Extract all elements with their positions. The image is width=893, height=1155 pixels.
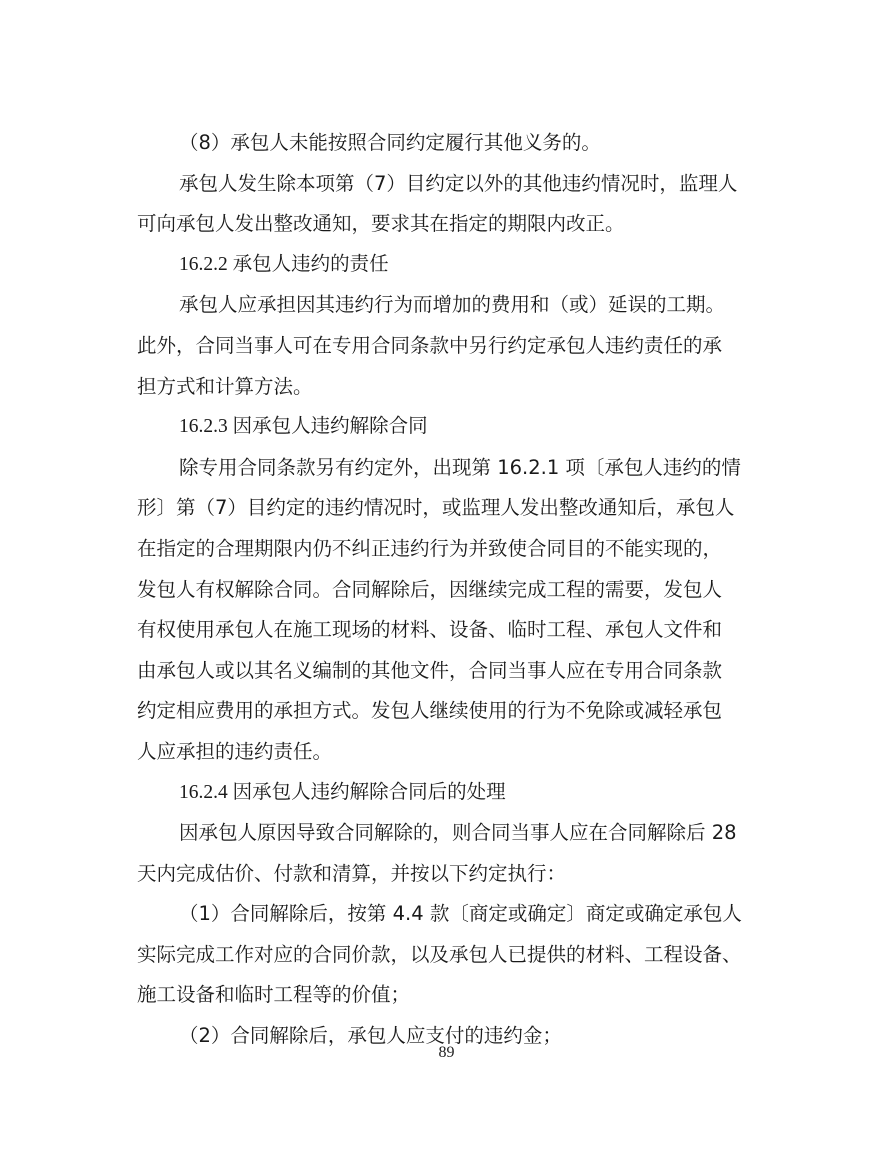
- text-line: 担方式和计算方法。: [137, 374, 313, 398]
- text-line: 有权使用承包人在施工现场的材料、设备、临时工程、承包人文件和: [137, 618, 723, 642]
- text-line: 形〕第（7）目约定的违约情况时，或监理人发出整改通知后，承包人: [137, 496, 735, 520]
- text-line: 承包人应承担因其违约行为而增加的费用和（或）延误的工期。: [179, 293, 726, 317]
- text-line: 在指定的合理期限内仍不纠正违约行为并致使合同目的不能实现的，: [137, 536, 723, 560]
- text-line: 实际完成工作对应的合同价款，以及承包人已提供的材料、工程设备、: [137, 942, 742, 966]
- section-heading-16-2-3: 16.2.3 因承包人违约解除合同: [179, 416, 428, 438]
- text-line: 人应承担的违约责任。: [137, 739, 333, 763]
- text-line: 发包人有权解除合同。合同解除后，因继续完成工程的需要，发包人: [137, 577, 723, 601]
- text-line: （1）合同解除后，按第 4.4 款〔商定或确定〕商定或确定承包人: [179, 902, 742, 926]
- section-heading-16-2-2: 16.2.2 承包人违约的责任: [179, 253, 389, 275]
- text-line: 承包人发生除本项第（7）目约定以外的其他违约情况时，监理人: [179, 171, 738, 195]
- text-line: （8）承包人未能按照合同约定履行其他义务的。: [179, 131, 601, 154]
- text-line: 天内完成估价、付款和清算，并按以下约定执行：: [137, 861, 567, 885]
- text-line: （2）合同解除后，承包人应支付的违约金；: [179, 1024, 562, 1048]
- text-line: 可向承包人发出整改通知，要求其在指定的期限内改正。: [137, 212, 625, 236]
- page-number: 89: [438, 1044, 455, 1061]
- text-line: 此外，合同当事人可在专用合同条款中另行约定承包人违约责任的承: [137, 333, 723, 357]
- text-line: 由承包人或以其名义编制的其他文件，合同当事人应在专用合同条款: [137, 658, 723, 682]
- text-line: 约定相应费用的承担方式。发包人继续使用的行为不免除或减轻承包: [137, 699, 723, 723]
- section-heading-16-2-4: 16.2.4 因承包人违约解除合同后的处理: [179, 781, 506, 803]
- text-line: 除专用合同条款另有约定外，出现第 16.2.1 项〔承包人违约的情: [179, 455, 741, 479]
- text-line: 施工设备和临时工程等的价值；: [137, 983, 411, 1007]
- document-body: [137, 123, 777, 1057]
- text-line: 因承包人原因导致合同解除的，则合同当事人应在合同解除后 28: [179, 821, 737, 845]
